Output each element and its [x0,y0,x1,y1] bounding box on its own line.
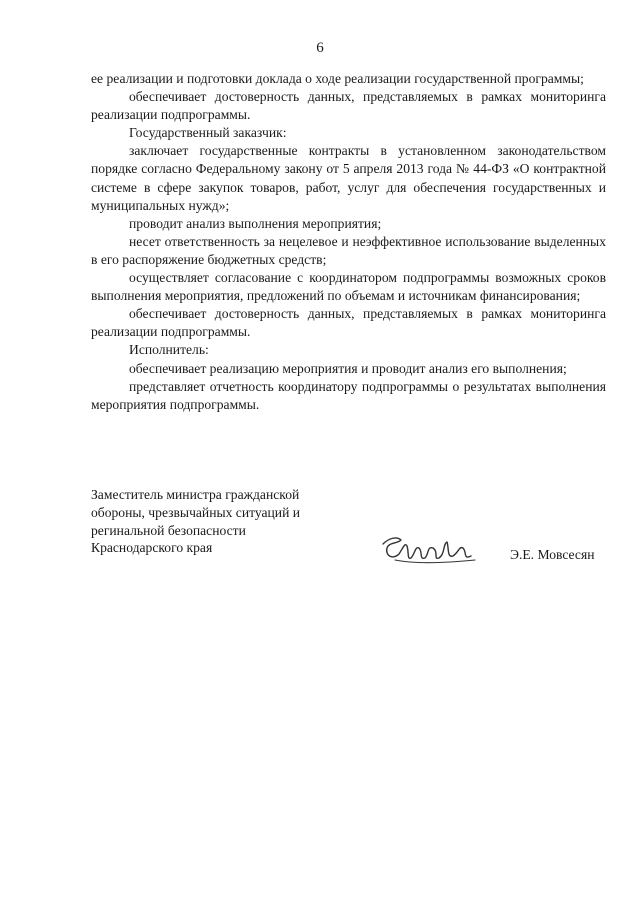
section-heading-state-customer: Государственный заказчик: [129,125,287,141]
signer-name: Э.Е. Мовсесян [510,547,595,562]
signatory-position-line: Краснодарского края [91,540,213,556]
paragraph: осуществляет согласование с координатором подпрограммы возможных сроков выполнения мероприятия, предложений по объемам и источникам финансирования; [91,270,606,304]
section-heading-executor: Исполнитель: [129,342,209,358]
paragraph: заключает государственные контракты в установленном законодательством порядке согласно Федеральному закону от 5 апреля 2013 года № 44-ФЗ «О контрактной системе в сфере закупок товаров, работ, услуг для обеспечения государственных и муниципальных нужд»; [91,143,606,213]
signatory-position-line: Заместитель министра гражданской [91,487,300,502]
paragraph: обеспечивает достоверность данных, представляемых в рамках мониторинга реализации подпрограммы. [91,306,606,340]
handwritten-signature [375,530,485,570]
paragraph: ее реализации и подготовки доклада о ходе реализации государственной программы; [91,71,584,86]
paragraph: обеспечивает достоверность данных, представляемых в рамках мониторинга реализации подпрограммы. [91,89,606,123]
paragraph: проводит анализ выполнения мероприятия; [129,215,382,231]
paragraph: представляет отчетность координатору подпрограммы о результатах выполнения мероприятия подпрограммы. [91,378,606,412]
signatory-position-line: регинальной безопасности [91,522,246,538]
paragraph: несет ответственность за нецелевое и неэффективное использование выделенных в его распоряжение бюджетных средств; [91,233,606,267]
document-body [91,70,606,414]
page-number: 6 [316,40,324,56]
signatory-position-line: обороны, чрезвычайных ситуаций и [91,504,301,520]
signatory-position [91,486,331,557]
paragraph: обеспечивает реализацию мероприятия и проводит анализ его выполнения; [129,360,567,376]
